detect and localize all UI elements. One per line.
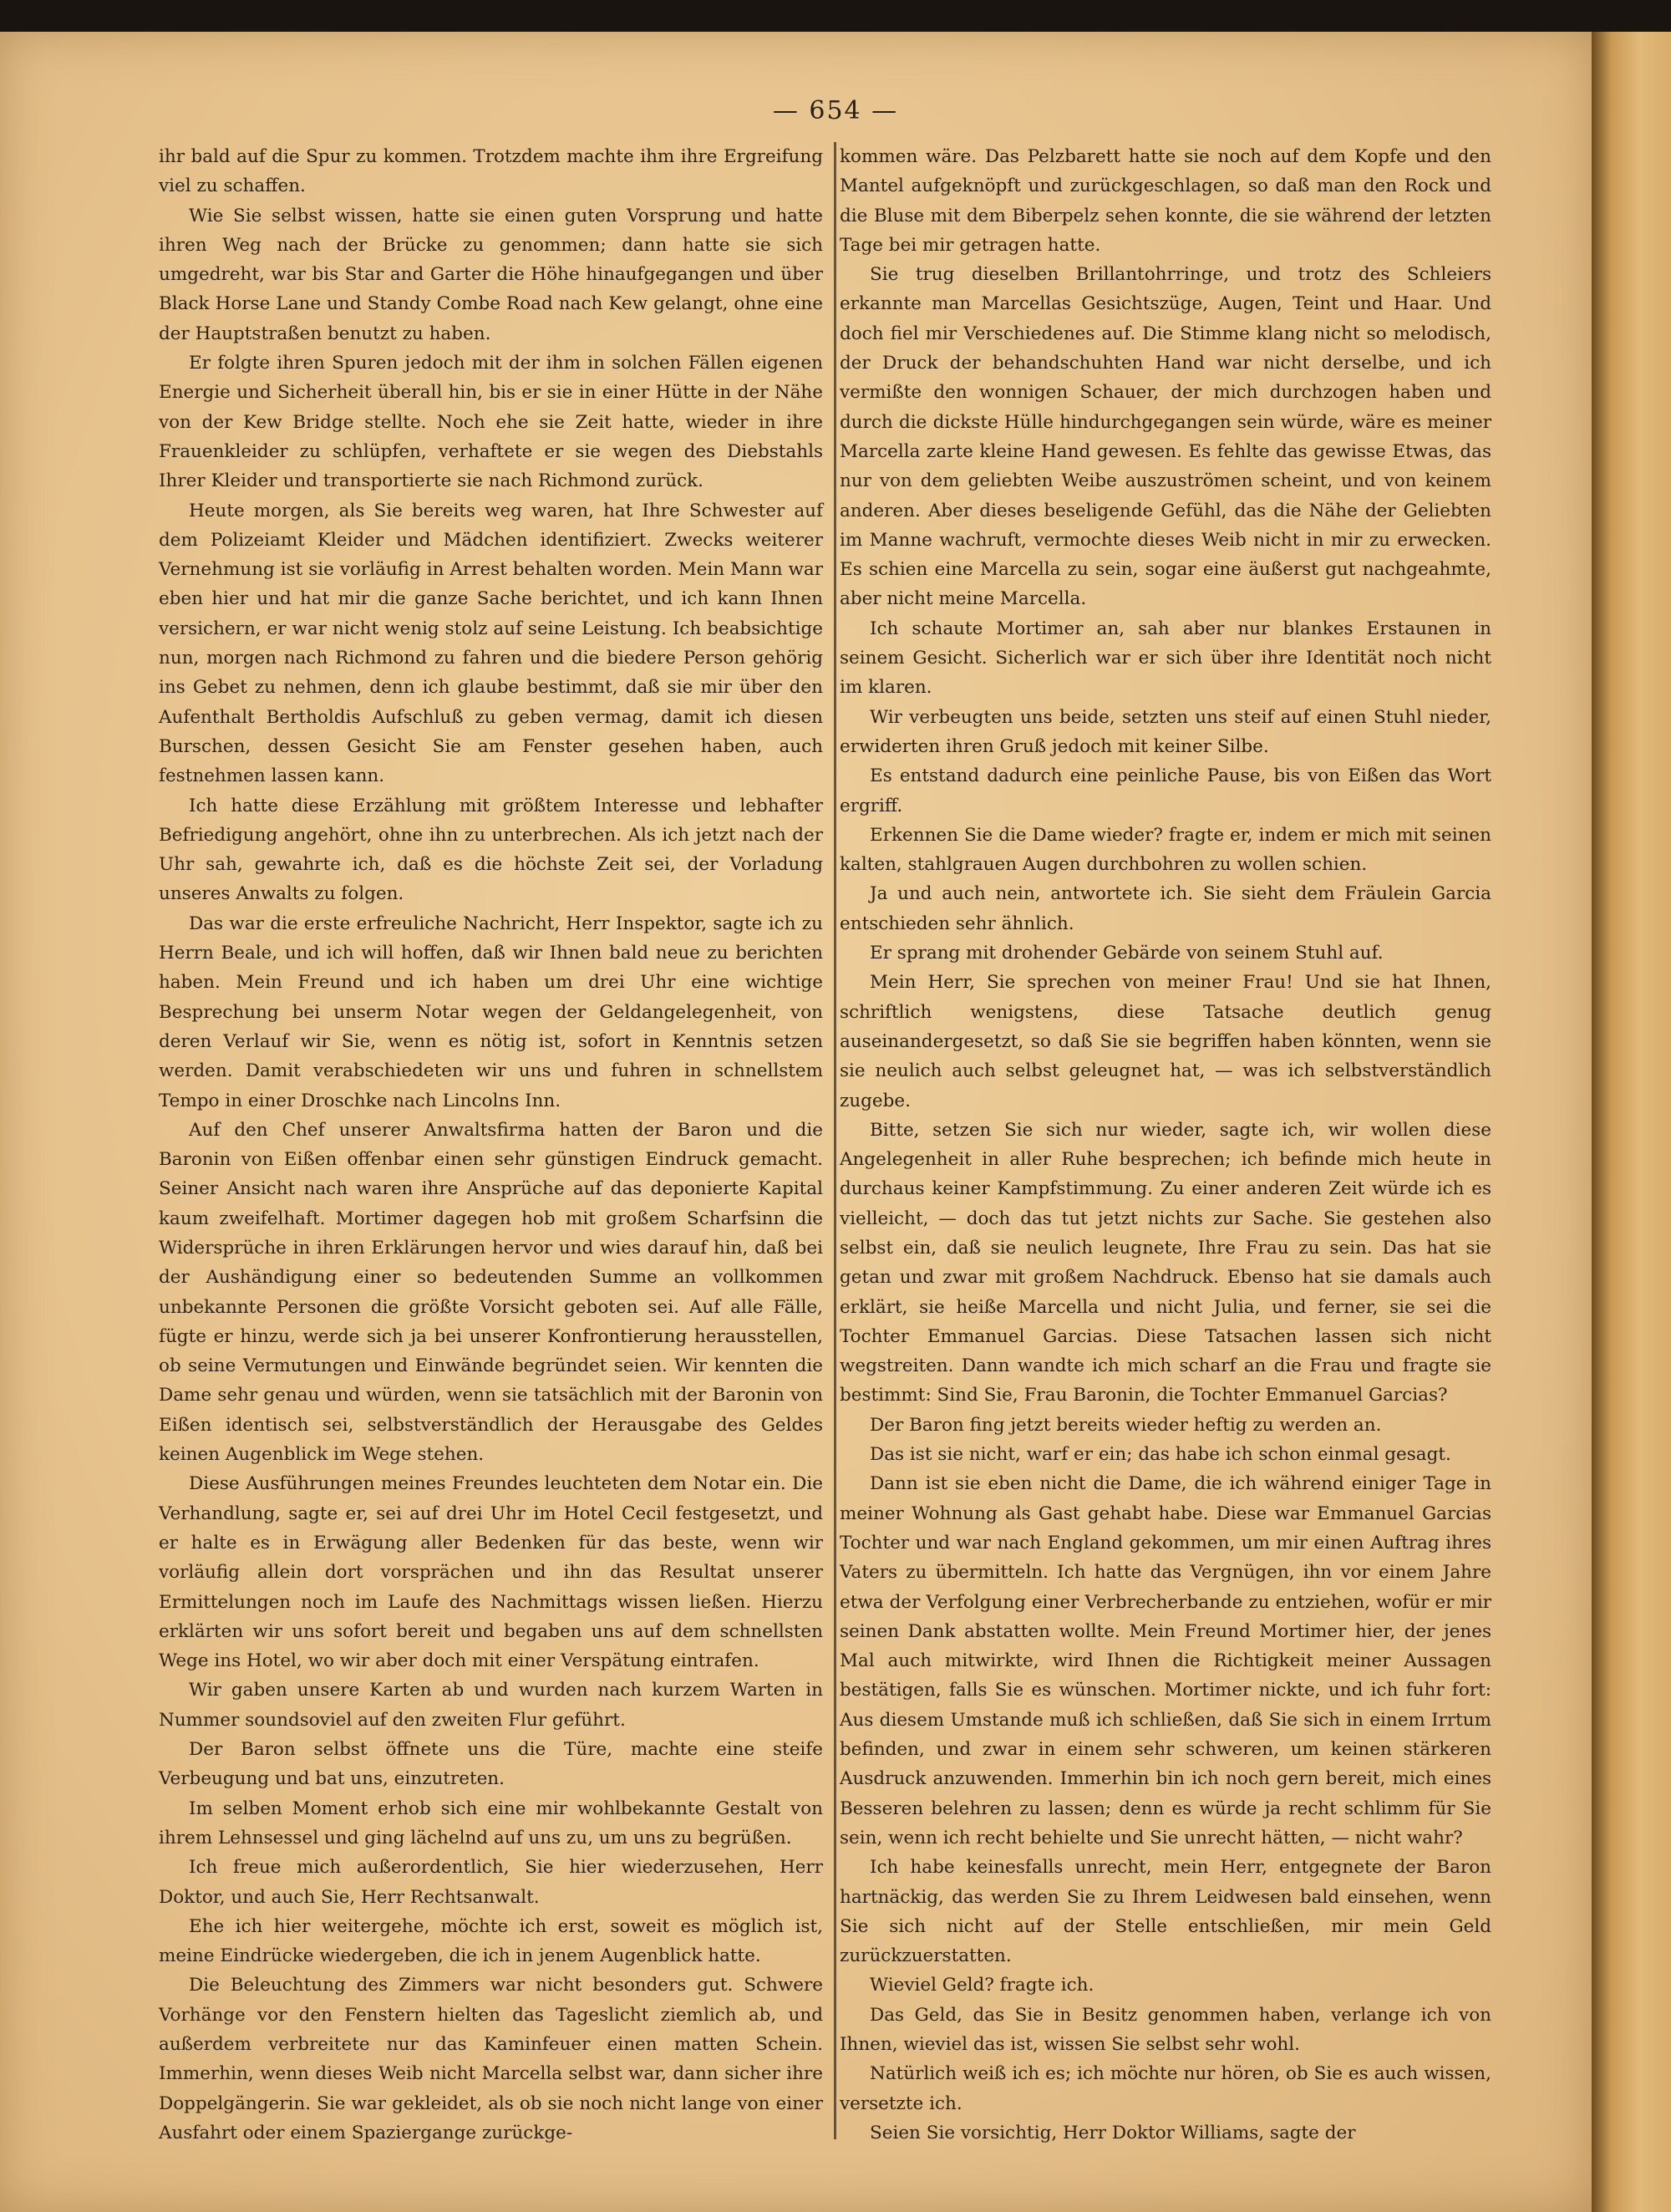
paragraph: Das war die erste erfreuliche Nachricht, Herr Inspektor, sagte ich zu Herrn Beale, und ich will hoffen, daß wir Ihnen bald neue zu berichten haben. Mein Freund und ich haben um drei Uhr eine wichtige Besprechung bei unserm Notar wegen der Geldangelegenheit, von deren Verlauf wir Sie, wenn es nötig ist, sofort in Kenntnis setzen werden. Damit verabschiedeten wir uns und fuhren in schnellstem Tempo in einer Droschke nach Lincolns Inn. [159, 913, 823, 1111]
paragraph: Heute morgen, als Sie bereits weg waren, hat Ihre Schwester auf dem Polizeiamt Kleider und Mädchen identifiziert. Zwecks weiterer Vernehmung ist sie vorläufig in Arrest behalten worden. Mein Mann war eben hier und hat mir die ganze Sache berichtet, und ich kann Ihnen versichern, er war nicht wenig stolz auf seine Leistung. Ich beabsichtige nun, morgen nach Richmond zu fahren und die biedere Person gehörig ins Gebet zu nehmen, denn ich glaube bestimmt, daß sie mir über den Aufenthalt Bertholdis Aufschluß zu geben vermag, damit ich diesen Burschen, dessen Gesicht Sie am Fenster gesehen haben, auch festnehmen lassen kann. [159, 500, 823, 787]
paragraph: Das Geld, das Sie in Besitz genommen haben, verlange ich von Ihnen, wieviel das ist, wissen Sie selbst sehr wohl. [840, 2004, 1491, 2055]
paragraph: Ich hatte diese Erzählung mit größtem Interesse und lebhafter Befriedigung angehört, ohne ihn zu unterbrechen. Als ich jetzt nach der Uhr sah, gewahrte ich, daß es die höchste Zeit sei, der Vorladung unseres Anwalts zu folgen. [159, 795, 823, 905]
paragraph: Er sprang mit drohender Gebärde von seinem Stuhl auf. [870, 943, 1384, 964]
paragraph: Dann ist sie eben nicht die Dame, die ich während einiger Tage in meiner Wohnung als Gast gehabt habe. Diese war Emmanuel Garcias Tochter und war nach England gekommen, um mir einen Auftrag ihres Vaters zu übermitteln. Ich hatte das Vergnügen, ihn vor einem Jahre etwa der Verfolgung einer Verbrecherbande zu entziehen, wofür er mir seinen Dank abstatten wollte. Mein Freund Mortimer hier, der jenes Mal auch mitwirkte, wird Ihnen die Richtigkeit meiner Aussagen bestätigen, falls Sie es wünschen. Mortimer nickte, und ich fuhr fort: Aus diesem Umstande muß ich schließen, daß Sie sich in einem Irrtum befinden, und zwar in einem sehr schweren, um keinen stärkeren Ausdruck anzuwenden. Immerhin bin ich noch gern bereit, mich eines Besseren belehren zu lassen; denn es würde ja recht schlimm für Sie sein, wenn ich recht behielte und Sie unrecht hätten, — nicht wahr? [840, 1473, 1491, 1848]
paragraph: Ich habe keinesfalls unrecht, mein Herr, entgegnete der Baron hartnäckig, das werden Sie zu Ihrem Leidwesen bald einsehen, wenn Sie sich nicht auf der Stelle entschließen, mir mein Geld zurückzuerstatten. [840, 1857, 1491, 1967]
paragraph: Die Beleuchtung des Zimmers war nicht besonders gut. Schwere Vorhänge vor den Fenstern hielten das Tageslicht ziemlich ab, und außerdem verbreitete nur das Kaminfeuer einen matten Schein. Immerhin, wenn dieses Weib nicht Marcella selbst war, dann sicher ihre Doppelgängerin. Sie war gekleidet, als ob sie noch nicht lange von einer Ausfahrt oder einem Spaziergange zurückge- [159, 1975, 823, 2143]
paragraph: Erkennen Sie die Dame wieder? fragte er, indem er mich mit seinen kalten, stahlgrauen Augen durchbohren zu wollen schien. [840, 824, 1491, 876]
paragraph: Wie Sie selbst wissen, hatte sie einen guten Vorsprung und hatte ihren Weg nach der Brücke zu genommen; dann hatte sie sich umgedreht, war bis Star and Garter die Höhe hinaufgegangen und über Black Horse Lane und Standy Combe Road nach Kew gelangt, ohne eine der Hauptstraßen benutzt zu haben. [159, 205, 823, 344]
paragraph: Natürlich weiß ich es; ich möchte nur hören, ob Sie es auch wissen, versetzte ich. [840, 2063, 1491, 2114]
right-column [840, 142, 1491, 2148]
paragraph: Ich freue mich außerordentlich, Sie hier wiederzusehen, Herr Doktor, und auch Sie, Herr Rechtsanwalt. [159, 1857, 823, 1908]
paragraph: Sie trug dieselben Brillantohrringe, und trotz des Schleiers erkannte man Marcellas Gesichtszüge, Augen, Teint und Haar. Und doch fiel mir Verschiedenes auf. Die Stimme klang nicht so melodisch, der Druck der behandschuhten Hand war nicht derselbe, und ich vermißte den wonnigen Schauer, der mich durchzogen haben und durch die dickste Hülle hindurchgegangen sein würde, wäre es meiner Marcella zarte kleine Hand gewesen. Es fehlte das gewisse Etwas, das nur von dem geliebten Weibe auszuströmen scheint, und von keinem anderen. Aber dieses beseligende Gefühl, das die Nähe der Geliebten im Manne wachruft, vermochte dieses Weib nicht in mir zu erwecken. Es schien eine Marcella zu sein, sogar eine äußerst gut nachgeahmte, aber nicht meine Marcella. [840, 264, 1491, 610]
paragraph: ihr bald auf die Spur zu kommen. Trotzdem machte ihm ihre Ergreifung viel zu schaffen. [159, 146, 823, 197]
paragraph: Ja und auch nein, antwortete ich. Sie sieht dem Fräulein Garcia entschieden sehr ähnlich. [840, 883, 1491, 934]
paragraph: Bitte, setzen Sie sich nur wieder, sagte ich, wir wollen diese Angelegenheit in aller Ruhe besprechen; ich befinde mich heute in durchaus keiner Kampfstimmung. Zu einer anderen Zeit würde ich es vielleicht, — doch das tut jetzt nichts zur Sache. Sie gestehen also selbst ein, daß sie neulich leugnete, Ihre Frau zu sein. Das hat sie getan und zwar mit großem Nachdruck. Ebenso hat sie damals auch erklärt, sie heiße Marcella und nicht Julia, und ferner, sie sei die Tochter Emmanuel Garcias. Diese Tatsachen lassen sich nicht wegstreiten. Dann wandte ich mich scharf an die Frau und fragte sie bestimmt: Sind Sie, Frau Baronin, die Tochter Emmanuel Garcias? [840, 1119, 1491, 1406]
paragraph: Wir verbeugten uns beide, setzten uns steif auf einen Stuhl nieder, erwiderten ihren Gruß jedoch mit keiner Silbe. [840, 706, 1491, 757]
paragraph: Mein Herr, Sie sprechen von meiner Frau! Und sie hat Ihnen, schriftlich wenigstens, diese Tatsache deutlich genug auseinandergesetzt, so daß Sie sie begriffen haben könnten, wenn sie sie neulich auch selbst geleugnet hat, — was ich selbstverständlich zugebe. [840, 972, 1491, 1111]
paragraph: Es entstand dadurch eine peinliche Pause, bis von Eißen das Wort ergriff. [840, 765, 1491, 816]
paragraph: Ich schaute Mortimer an, sah aber nur blankes Erstaunen in seinem Gesicht. Sicherlich war er sich über ihre Identität noch nicht im klaren. [840, 618, 1491, 699]
paragraph: Der Baron selbst öffnete uns die Türe, machte eine steife Verbeugung und bat uns, einzutreten. [159, 1739, 823, 1790]
paragraph: Wieviel Geld? fragte ich. [870, 1975, 1095, 1996]
paragraph: Er folgte ihren Spuren jedoch mit der ihm in solchen Fällen eigenen Energie und Sicherheit überall hin, bis er sie in einer Hütte in der Nähe von der Kew Bridge stellte. Noch ehe sie Zeit hatte, wieder in ihre Frauenkleider zu schlüpfen, verhaftete er sie wegen des Diebstahls Ihrer Kleider und transportierte sie nach Richmond zurück. [159, 353, 823, 492]
paragraph: Seien Sie vorsichtig, Herr Doktor Williams, sagte der [870, 2122, 1356, 2143]
next-page-edge [1592, 32, 1671, 2212]
paragraph: Diese Ausführungen meines Freundes leuchteten dem Notar ein. Die Verhandlung, sagte er, sei auf drei Uhr im Hotel Cecil festgesetzt, und er halte es in Erwägung aller Bedenken für das beste, wenn wir vorläufig allein dort vorsprächen und ihn das Resultat unserer Ermittelungen noch im Laufe des Nachmittags wissen ließen. Hierzu erklärten wir uns sofort bereit und begaben uns auf dem schnellsten Wege ins Hotel, wo wir aber doch mit einer Verspätung eintrafen. [159, 1473, 823, 1672]
left-column [159, 142, 823, 2148]
page-number: — 654 — [772, 96, 899, 125]
paragraph: Auf den Chef unserer Anwaltsfirma hatten der Baron und die Baronin von Eißen offenbar einen sehr günstigen Eindruck gemacht. Seiner Ansicht nach waren ihre Ansprüche auf das deponierte Kapital kaum zweifelhaft. Mortimer dagegen hob mit großem Scharfsinn die Widersprüche in ihren Erklärungen hervor und wies darauf hin, daß bei der Aushändigung einer so bedeutenden Summe an vollkommen unbekannte Personen die größte Vorsicht geboten sei. Auf alle Fälle, fügte er hinzu, werde sich ja bei unserer Konfrontierung herausstellen, ob seine Vermutungen und Einwände begründet seien. Wir kennten die Dame sehr genau und würden, wenn sie tatsächlich mit der Baronin von Eißen identisch sei, selbstverständlich der Herausgabe des Geldes keinen Augenblick im Wege stehen. [159, 1119, 823, 1466]
paragraph: Der Baron fing jetzt bereits wieder heftig zu werden an. [870, 1414, 1382, 1436]
paragraph: Wir gaben unsere Karten ab und wurden nach kurzem Warten in Nummer soundsoviel auf den zweiten Flur geführt. [159, 1680, 823, 1731]
paragraph: kommen wäre. Das Pelzbarett hatte sie noch auf dem Kopfe und den Mantel aufgeknöpft und zurückgeschlagen, so daß man den Rock und die Bluse mit dem Biberpelz sehen konnte, die sie während der letzten Tage bei mir getragen hatte. [840, 146, 1491, 256]
paragraph: Im selben Moment erhob sich eine mir wohlbekannte Gestalt von ihrem Lehnsessel und ging lächelnd auf uns zu, um uns zu begrüßen. [159, 1798, 823, 1848]
paragraph: Ehe ich hier weitergehe, möchte ich erst, soweit es möglich ist, meine Eindrücke wiedergeben, die ich in jenem Augenblick hatte. [159, 1915, 823, 1967]
paragraph: Das ist sie nicht, warf er ein; das habe ich schon einmal gesagt. [870, 1444, 1451, 1466]
column-divider [834, 142, 836, 2139]
